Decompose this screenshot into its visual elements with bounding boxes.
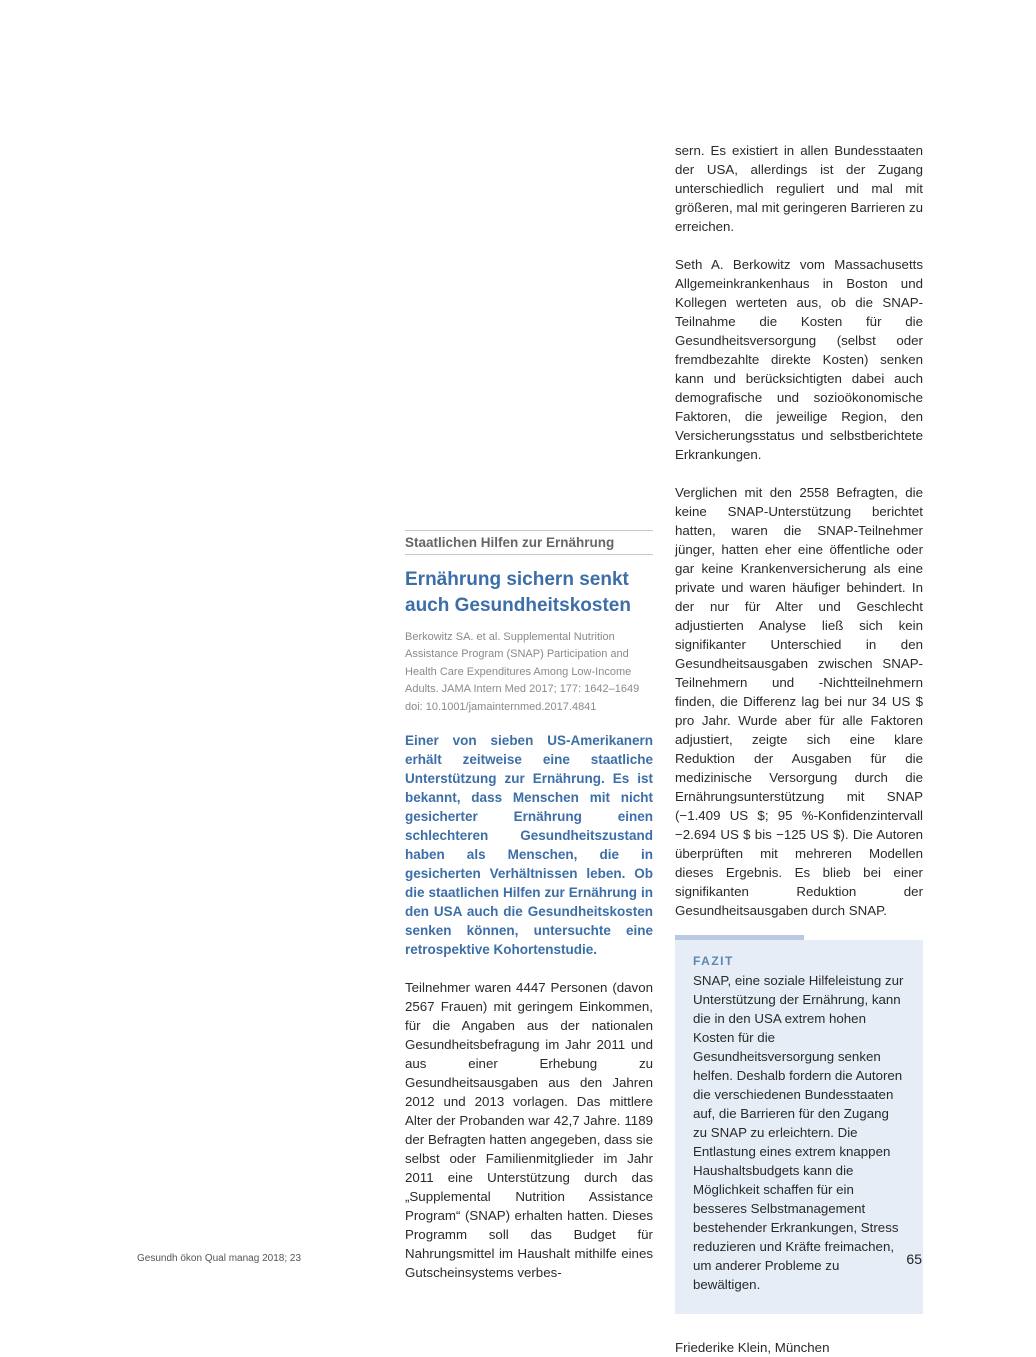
citation-reference: Berkowitz SA. et al. Supplemental Nutrition Assistance Program (SNAP) Participation and Health Care Expenditures Among Low-Income Adults. JAMA Intern Med 2017; 177: 1642–1649 doi: 10.1001/jamainternmed.2017.4841: [405, 631, 640, 713]
paragraph-gap: [405, 959, 653, 978]
footer-journal: Gesundh ökon Qual manag 2018; 23: [137, 1253, 302, 1264]
body-paragraph-2: sern. Es existiert in allen Bundesstaaten der USA, allerdings ist der Zugang unterschiedlich reguliert und mal mit größeren, mal mit geringeren Barrieren zu erreichen.: [675, 143, 923, 234]
paragraph-gap: [675, 464, 923, 483]
body-paragraph-3: Seth A. Berkowitz vom Massachusetts Allgemeinkrankenhaus in Boston und Kollegen werteten aus, ob die SNAP-Teilnahme die Kosten für die Gesundheitsversorgung (selbst oder fremdbezahlte direkte Kosten) senken kann und berücksichtigten dabei auch demografische und sozioökonomische Faktoren, die jeweilige Region, den Versicherungsstatus und selbstberichtete Erkrankungen.: [675, 257, 923, 462]
body-paragraph-4: Verglichen mit den 2558 Befragten, die keine SNAP-Unterstützung berichtet hatten, waren die SNAP-Teilnehmer jünger, hatten eher eine öffentliche oder gar keine Krankenversicherung als eine private und waren häufiger behindert. In der nur für Alter und Geschlecht adjustierten Analyse ließ sich kein signifikanter Unterschied in den Gesundheitsausgaben zwischen SNAP-Teilnehmern und -Nichtteilnehmern finden, die Differenz lag bei nur 34 US $ pro Jahr. Wurde aber für alle Faktoren adjustiert, zeigte sich eine klare Reduktion der Ausgaben für die medizinische Versorgung durch die Ernährungsunterstützung mit SNAP (−1.409 US $; 95 %-Konfidenzintervall −2.694 US $ bis −125 US $). Die Autoren überprüften mit mehreren Modellen dieses Ergebnis. Es blieb bei einer signifikanten Reduktion der Gesundheitsausgaben durch SNAP.: [675, 485, 923, 918]
left-column: [405, 530, 653, 1282]
article-headline: Ernährung sichern senkt auch Gesundheitskosten: [405, 569, 631, 616]
author-line: Friederike Klein, München: [675, 1340, 830, 1355]
paragraph-gap: [675, 236, 923, 255]
lead-paragraph: Einer von sieben US-Amerikanern erhält zeitweise eine staatliche Unterstützung zur Ernährung. Es ist bekannt, dass Menschen mit nicht gesicherter Ernährung einen schlechteren Gesundheitszustand haben als Menschen, die in gesicherten Verhältnissen leben. Ob die staatlichen Hilfen zur Ernährung in den USA auch die Gesundheitskosten senken können, untersuchte eine retrospektive Kohortenstudie.: [405, 733, 653, 958]
section-label: Staatlichen Hilfen zur Ernährung: [405, 530, 653, 555]
fazit-text: SNAP, eine soziale Hilfeleistung zur Unterstützung der Ernährung, kann die in den USA extrem hohen Kosten für die Gesundheitsversorgung senken helfen. Deshalb fordern die Autoren die verschiedenen Bundesstaaten auf, die Barrieren für den Zugang zu SNAP zu erleichtern. Die Entlastung eines extrem knappen Haushaltsbudgets kann die Möglichkeit schaffen für ein besseres Selbstmanagement bestehender Erkrankungen, Stress reduzieren und Kräfte freimachen, um anderer Probleme zu bewältigen.: [693, 973, 904, 1292]
page-number: 65: [906, 1251, 922, 1267]
fazit-title: FAZIT: [693, 954, 734, 968]
body-paragraph-1: Teilnehmer waren 4447 Personen (davon 2567 Frauen) mit geringem Einkommen, für die Angaben aus der nationalen Gesundheitsbefragung im Jahr 2011 und aus einer Erhebung zu Gesundheitsausgaben aus den Jahren 2012 und 2013 vorlagen. Das mittlere Alter der Probanden war 42,7 Jahre. 1189 der Befragten hatten angegeben, dass sie selbst oder Familienmitglieder im Jahr 2011 eine Unterstützung durch das „Supplemental Nutrition Assistance Program“ (SNAP) erhalten hatten. Dieses Programm soll das Budget für Nahrungsmittel im Haushalt mithilfe eines Gutscheinsystems verbes-: [405, 980, 653, 1281]
right-column: [675, 141, 923, 1357]
